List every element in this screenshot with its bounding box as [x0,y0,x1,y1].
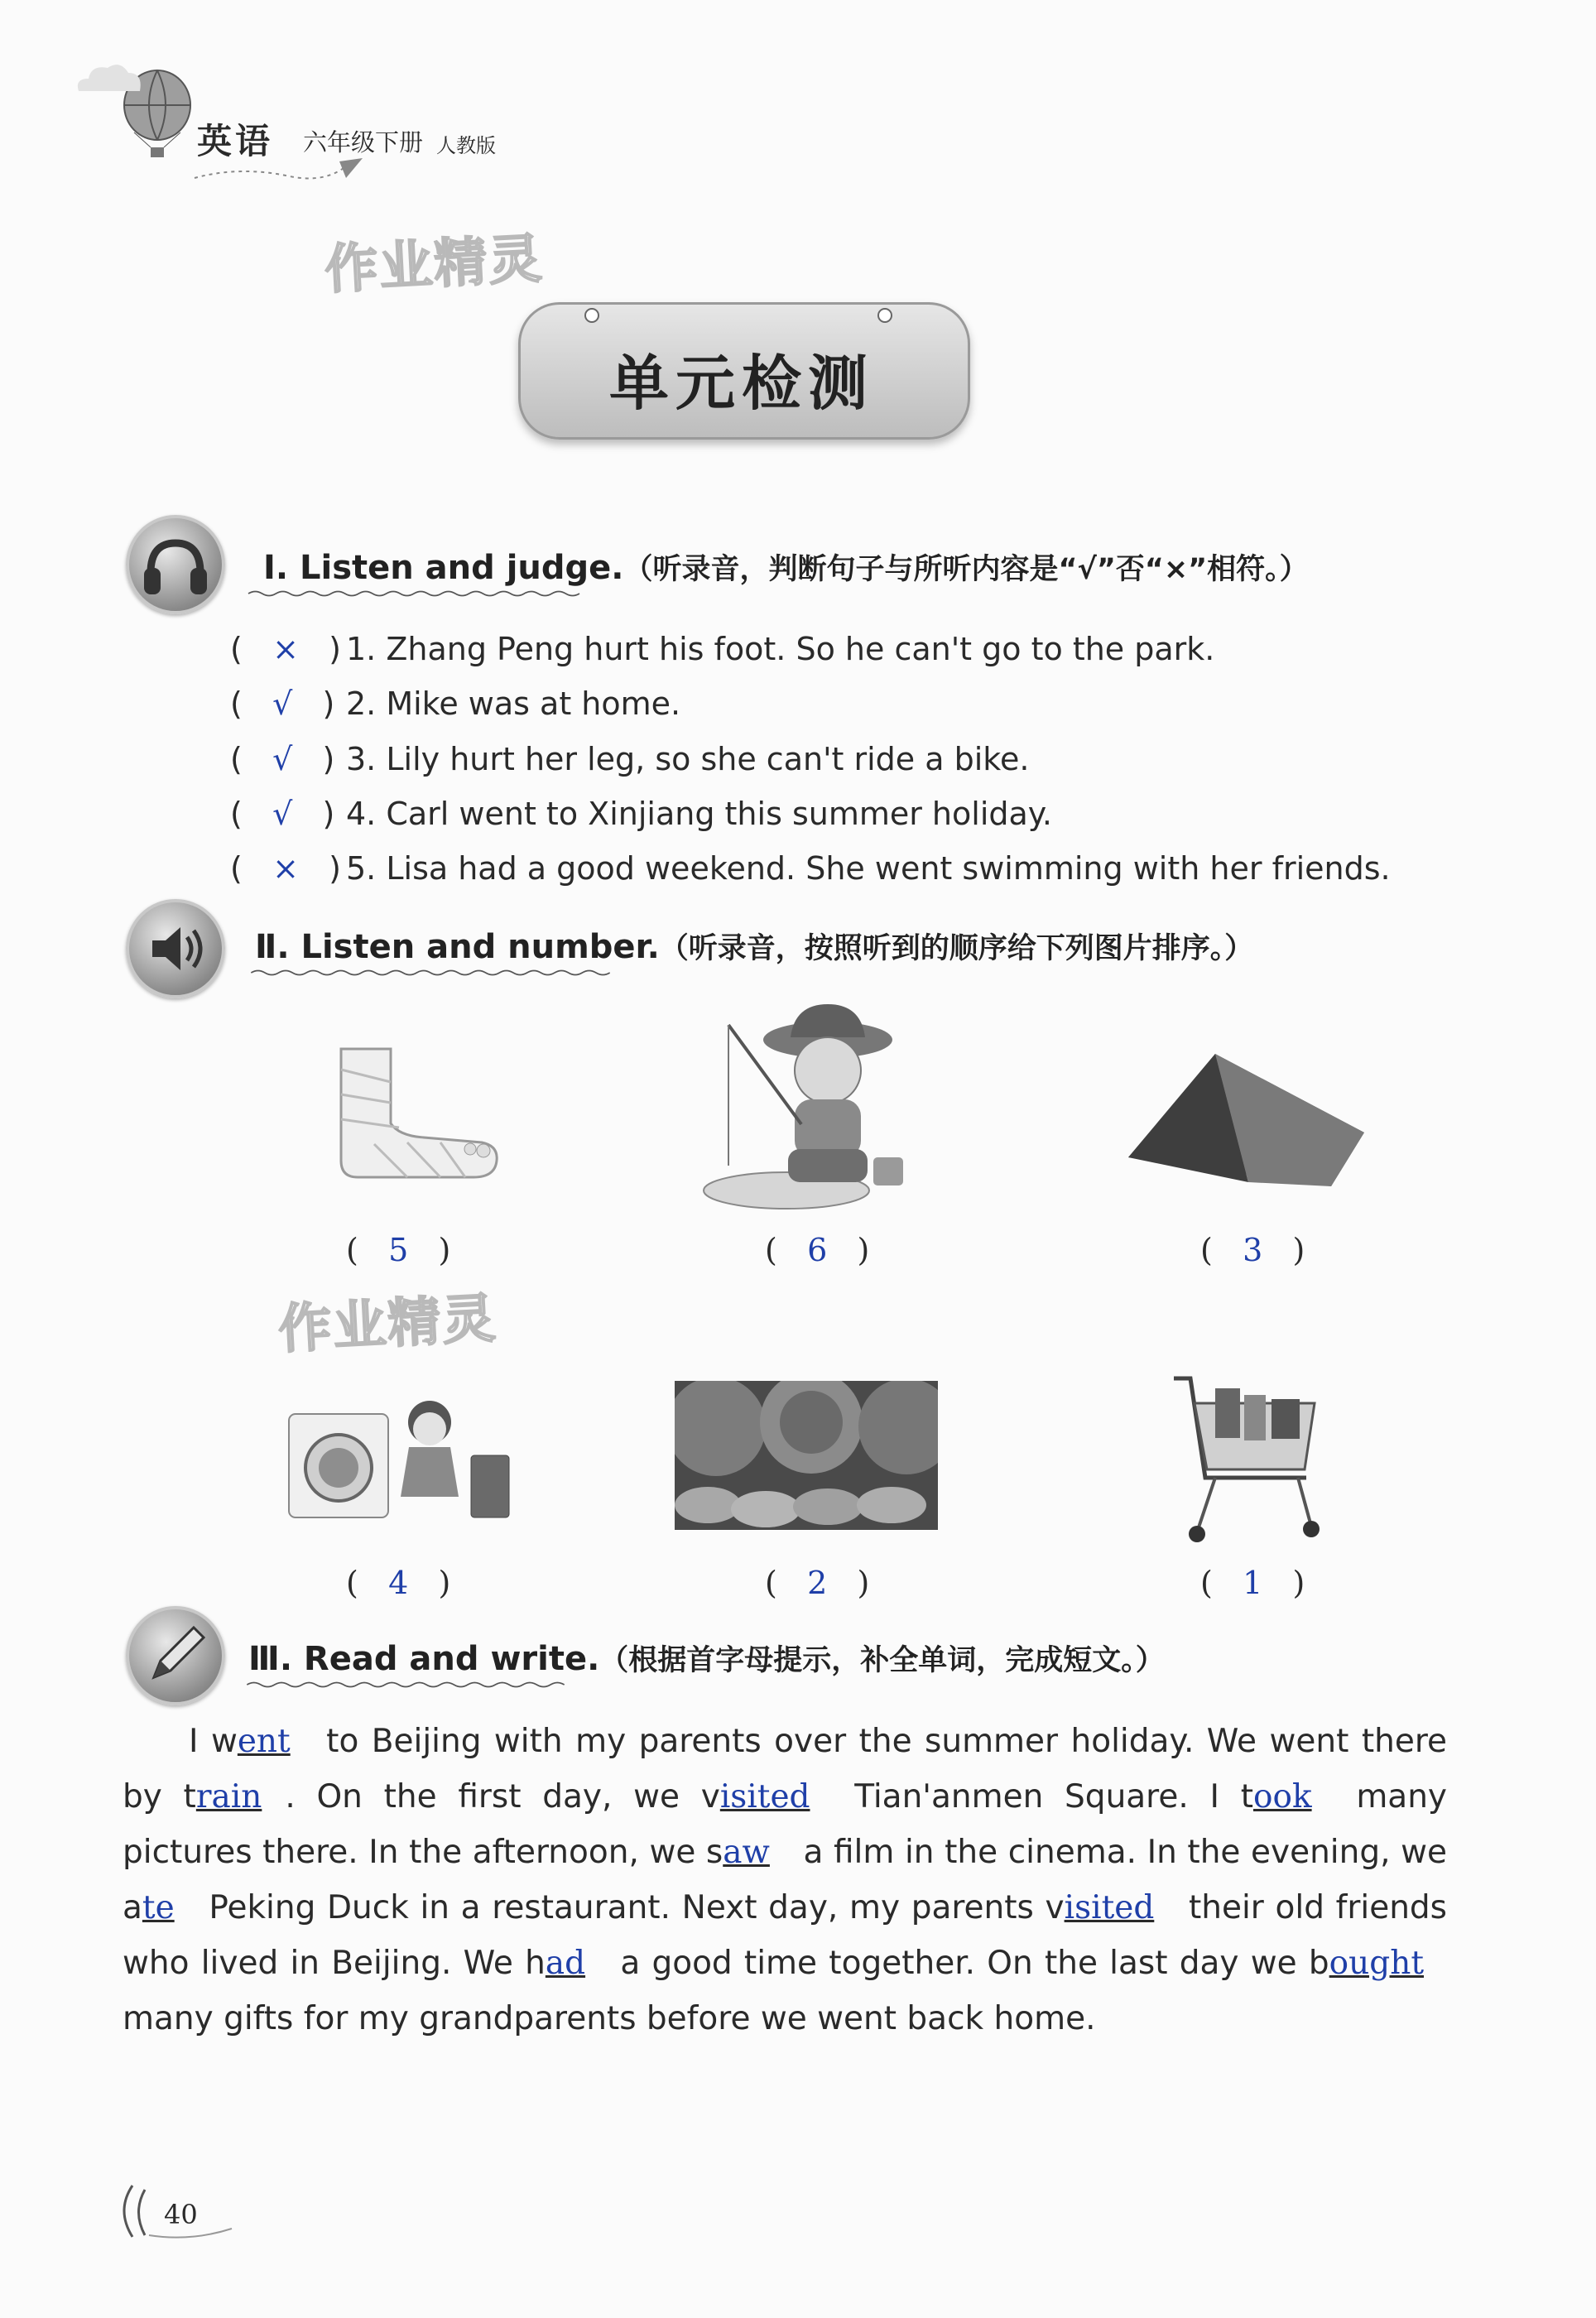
picture-number: 4 [388,1565,409,1601]
picture-number: 2 [807,1565,828,1601]
section3-title: Ⅲ. Read and write. [248,1640,600,1678]
answer-blank: ad [545,1945,586,1982]
answer-blank: te [142,1889,175,1926]
passage-text: many gifts for my grandparents before we went back home. [123,2000,1096,2037]
judge-item: ( × ) 5. Lisa had a good weekend. She went swimming with her friends. [230,850,1391,887]
passage-text: their old friends who lived in Beijing. We h [123,1889,1448,1982]
picture-number: 6 [807,1232,828,1268]
passage [123,1714,1447,2046]
fishing-boy-icon [695,1000,927,1219]
cloud-icon [70,58,145,103]
tent-icon [1124,1050,1369,1194]
picture-number: 5 [388,1232,409,1268]
section2-heading [255,926,1253,967]
paper-plane-icon [190,153,364,190]
shopping-cart-icon [1166,1370,1323,1551]
passage-text: Tian'anmen Square. I t [833,1778,1253,1815]
judge-item: ( √ ) 2. Mike was at home. [230,685,681,722]
number-blank: ( 3 ) [1200,1232,1305,1268]
answer-blank: ook [1253,1778,1312,1815]
section3-heading [248,1638,1165,1679]
watermark: 作业精灵 [323,228,546,301]
header-grade: 六年级下册 [303,128,424,156]
picture-number: 3 [1243,1232,1263,1268]
wavy-divider [215,1681,596,1689]
judge-text: 1. Zhang Peng hurt his foot. So he can't go to the park. [346,631,1215,667]
watermark: 作业精灵 [276,1288,499,1361]
section2-instruction: （听录音，按照听到的顺序给下列图片排序。） [659,932,1254,965]
headphones-icon [126,515,225,614]
number-blank: ( 2 ) [765,1565,870,1601]
pin-icon [584,308,599,323]
passage-text: a film in the cinema. In the evening, we a [123,1834,1447,1926]
section1-instruction: （听录音，判断句子与所听内容是“√”否“×”相符。） [623,553,1309,586]
judge-answer: √ [272,796,293,832]
passage-text: I w [189,1723,238,1760]
judge-text: 2. Mike was at home. [346,685,681,722]
judge-text: 3. Lily hurt her leg, so she can't ride a bike. [346,741,1030,777]
judge-text: 4. Carl went to Xinjiang this summer holiday. [346,796,1052,832]
judge-item: ( √ ) 3. Lily hurt her leg, so she can't ride a bike. [230,741,1030,777]
passage-text: to Beijing with my parents over the summer holiday. We went there by t [123,1723,1447,1815]
judge-answer: √ [272,741,293,777]
section1-heading [263,546,1309,588]
wavy-divider [215,969,646,977]
answer-blank: isited [1064,1889,1155,1926]
answer-blank: ent [237,1723,291,1760]
wavy-divider [215,589,613,598]
section3-instruction: （根据首字母提示，补全单词，完成短文。） [599,1644,1165,1677]
bandaged-foot-icon [324,1045,507,1189]
picture-number: 1 [1243,1565,1263,1601]
number-blank: ( 5 ) [346,1232,451,1268]
passage-text: . On the first day, we v [285,1778,720,1815]
section2-title: Ⅱ. Listen and number. [255,928,660,966]
judge-answer: √ [272,685,293,722]
judge-answer: × [272,850,299,887]
girl-washing-machine-icon [285,1397,517,1525]
passage-text: many pictures there. In the afternoon, we s [123,1778,1448,1871]
section1-title: Ⅰ. Listen and judge. [263,549,624,587]
header-subject: 英语 [197,121,274,161]
page-number: 40 [164,2199,198,2230]
judge-answer: × [272,631,299,667]
number-blank: ( 4 ) [346,1565,451,1601]
speaker-icon [126,899,225,998]
answer-blank: rain [195,1778,262,1815]
number-blank: ( 1 ) [1200,1565,1305,1601]
answer-blank: ought [1329,1945,1424,1982]
page-title: 单元检测 [608,349,874,418]
judge-text: 5. Lisa had a good weekend. She went swimming with her friends. [346,850,1391,887]
pin-icon [877,308,892,323]
passage-text: Peking Duck in a restaurant. Next day, my parents v [197,1889,1065,1926]
answer-blank: aw [723,1834,770,1871]
answer-blank: isited [719,1778,810,1815]
nang-bread-icon [675,1381,938,1533]
pencil-icon [126,1606,225,1705]
number-blank: ( 6 ) [765,1232,870,1268]
passage-text: a good time together. On the last day we b [608,1945,1329,1982]
judge-item: ( × ) 1. Zhang Peng hurt his foot. So he can't go to the park. [230,631,1215,667]
judge-item: ( √ ) 4. Carl went to Xinjiang this summer holiday. [230,796,1052,832]
header-edition: 人教版 [436,134,496,157]
